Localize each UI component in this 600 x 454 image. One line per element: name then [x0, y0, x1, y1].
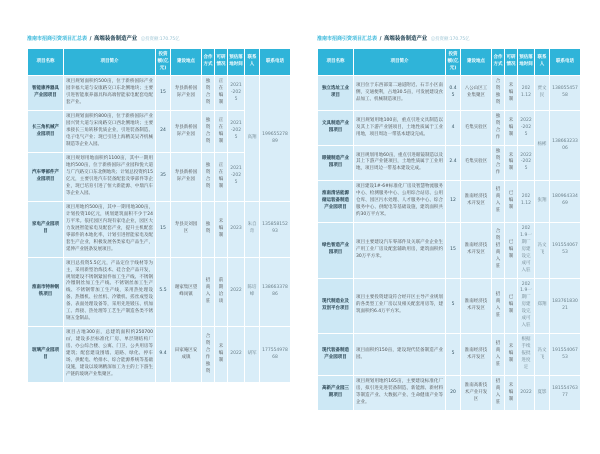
contact-person: 冯文飞 — [535, 334, 550, 376]
page-right — [317, 36, 580, 411]
investment-amount: 15 — [446, 222, 461, 278]
construction-location: 寿县炎刘园区 — [171, 201, 202, 257]
landing-time: 2022-2025 — [518, 146, 535, 181]
project-name: 眼镜制造产业园项目 — [318, 146, 354, 181]
projects-table-left — [27, 48, 291, 383]
landing-time: 2021-2025 — [228, 76, 245, 111]
contact-person: 杨彬 — [535, 111, 550, 181]
column-header: 可研情况 — [505, 49, 518, 76]
construction-location: 寿县新桥国际产业园 — [171, 111, 202, 153]
column-header: 联系人 — [245, 49, 260, 76]
table-row — [28, 201, 291, 257]
page-header — [317, 36, 580, 43]
feasibility-status: 未编制 — [215, 327, 228, 383]
column-header: 项目简介 — [64, 49, 156, 76]
table-row — [318, 76, 581, 111]
contact-person: 张翔 — [535, 180, 550, 222]
column-header: 建设地点 — [171, 49, 202, 76]
contact-person: 贾文民 — [535, 76, 550, 111]
contact-person: 胡军 — [245, 327, 260, 383]
title-separator: / — [379, 36, 382, 42]
industry-title: 高端装备制造产业 — [384, 36, 428, 42]
contact-person: 郑翔 — [535, 278, 550, 334]
feasibility-status: 前期洽谈 — [215, 257, 228, 327]
projects-table-right — [317, 48, 581, 411]
landing-time: 2021.9一期厂房建设完成可入驻 — [518, 222, 535, 278]
column-header: 预估落地时间 — [228, 49, 245, 76]
column-header: 合作方式 — [202, 49, 215, 76]
table-header-row — [318, 49, 581, 76]
landing-time: 2021-2025 — [228, 152, 245, 201]
title-separator: / — [89, 36, 92, 42]
contact-phone: 13585815293 — [260, 201, 291, 257]
landing-time: 2021.12 — [518, 180, 535, 222]
contact-phone: 19155406753 — [550, 222, 581, 278]
total-investment: 总投资额:170.75亿 — [430, 37, 470, 42]
contact-person: 高翔 — [245, 76, 260, 202]
project-name: 现代制造业及双创平台项目 — [318, 278, 354, 334]
contact-phone: 19965527889 — [260, 76, 291, 202]
landing-time: 2021.9一期厂房建设完成可入驻 — [518, 278, 535, 334]
project-intro: 项目用地约500亩，其中一期用地300亩，计划投资10亿元，规划建筑面积不少于24万平米。依托园区内现有家电企业，园区大力发展智能家电及配套产业，提升主机配套零部件的本地化率，计划引进智能家电及配套生产企业，积极发展各类家电产品生产，延伸产业链条发展项目。 — [64, 201, 156, 257]
column-header: 可研情况 — [215, 49, 228, 76]
cooperation-mode: 独资合作 — [492, 146, 505, 181]
investment-amount: 12 — [446, 180, 461, 222]
contact-phone: 13866323306 — [550, 111, 581, 181]
cooperation-mode: 招商入驻 — [492, 180, 505, 222]
table-row — [28, 257, 291, 327]
construction-location: 毛集实验区 — [461, 146, 492, 181]
cooperation-mode: 招商入驻 — [202, 257, 215, 327]
project-intro: 项目面积约150亩，建设现代装备制造产业园。 — [354, 334, 446, 376]
contact-phone: 19155406753 — [550, 334, 581, 376]
column-header: 合作方式 — [492, 49, 505, 76]
investment-amount: 2.4 — [446, 146, 461, 181]
landing-time: 2022 — [228, 257, 245, 327]
construction-location: 田家庵区安成镇 — [171, 327, 202, 383]
table-row — [318, 111, 581, 146]
landing-time: 2022 — [518, 376, 535, 411]
document-title: 淮南市招商引资项目汇总表 — [317, 36, 378, 42]
investment-amount: 20 — [446, 376, 461, 411]
project-intro: 项目规划用地60亩，重点引进眼镜制造以及其上下游产业链项目，土地性质属于工业用地，项目周边一带基本建设完成。 — [354, 146, 446, 181]
contact-phone: 13805545758 — [550, 76, 581, 111]
project-intro: 项目建设1#-6#标准化厂房及智慧物流服务中心、检测服务中心、公用综合站房、公用仓库、园区污水处理、人才服务中心、综合服务中心、供配电等基础设施，建筑面积共约30万平方米。 — [354, 180, 446, 222]
contact-person: 夏影 — [535, 376, 550, 411]
feasibility-status: 正在编制 — [215, 76, 228, 111]
project-name: 汽车零部件产业园项目 — [28, 152, 64, 201]
feasibility-status: 未编制 — [505, 76, 518, 111]
landing-time: 2022-2025 — [518, 111, 535, 146]
investment-amount: 5 — [446, 334, 461, 376]
column-header: 预估落地时间 — [518, 49, 535, 76]
feasibility-status: 正在编制 — [215, 152, 228, 201]
feasibility-status: 未编制 — [505, 376, 518, 411]
table-row — [318, 334, 581, 376]
construction-location: 淮南经济技术开发区 — [461, 222, 492, 278]
investment-amount: 4 — [446, 111, 461, 146]
project-intro: 项目位于东西部第二通道附近、石丰小区南侧，交通便利，占地30.5亩，可发展建设食品加工、机械制造项目。 — [354, 76, 446, 111]
column-header: 联系电话 — [260, 49, 291, 76]
project-name: 长三角机械产业园项目 — [28, 111, 64, 153]
project-name: 文具制造产业园项目 — [318, 111, 354, 146]
project-intro: 项目总投资5.5亿元，产品定位于线材等为主，采用新型冶炼技术、硅合金产品开发，规划建设不锈钢紧固件加工生产线、不锈钢冷镦钢丝加工生产线、不锈钢丝加工生产线、不锈钢带加工生产线，采用热处理设备、热镦机、拉丝机、冷镦机、搓丝成型设备、表面处理设备等，采用先进锻压、机加工、焊接、热处理等工艺生产制造各类不锈钢五金制品。 — [64, 257, 156, 327]
column-header: 项目名称 — [318, 49, 354, 76]
table-row — [318, 278, 581, 334]
project-intro: 项目规划面积约500亩，位于新桥国际产业园幸福大道与安康路交口东北侧地块；主要引进智能康养器具和高端智能家电配套电配套产业。 — [64, 76, 156, 111]
industry-title: 高端装备制造产业 — [94, 36, 138, 42]
cooperation-mode: 招商入驻 — [492, 376, 505, 411]
investment-amount: 5 — [446, 278, 461, 334]
page-left — [27, 36, 290, 383]
investment-amount: 0.45 — [446, 76, 461, 111]
cooperation-mode: 合资合作独资 — [202, 327, 215, 383]
construction-location: 淮南经济技术开发区 — [461, 334, 492, 376]
feasibility-status: 未编制 — [505, 334, 518, 376]
cooperation-mode: 招商入驻 — [492, 334, 505, 376]
construction-location: 谢家集区望峰岗镇 — [171, 257, 202, 327]
contact-phone: 18096433469 — [550, 180, 581, 222]
document-title: 淮南市招商引资项目汇总表 — [27, 36, 88, 42]
cooperation-mode: 独资 — [202, 201, 215, 257]
project-name: 独立选址工业项目 — [318, 76, 354, 111]
table-row — [318, 180, 581, 222]
cooperation-mode: 合资招商入驻 — [492, 222, 505, 278]
investment-amount: 15 — [156, 201, 171, 257]
feasibility-status: 正在编制 — [215, 111, 228, 153]
contact-person: 陈培峰 — [245, 257, 260, 327]
page-header — [27, 36, 290, 43]
table-row — [28, 76, 291, 111]
column-header: 项目名称 — [28, 49, 64, 76]
investment-amount: 35 — [156, 152, 171, 201]
contact-phone: 17755497868 — [260, 327, 291, 383]
table-header-row — [28, 49, 291, 76]
investment-amount: 15 — [156, 76, 171, 111]
project-intro: 项目主要建设汽车零部件及关联产业企业生产用工业厂房及配套辅助用房，建筑面积约30万平方米。 — [354, 222, 446, 278]
contact-person: 朱自奇 — [245, 201, 260, 257]
construction-location: 毛集实验区 — [461, 111, 492, 146]
feasibility-status: 未编制 — [505, 111, 518, 146]
construction-location: 寿县新桥国际产业园 — [171, 152, 202, 201]
project-name: 绿色智造产业园项目 — [318, 222, 354, 278]
cooperation-mode: 招商入驻 — [492, 278, 505, 334]
construction-location: 八公山区工业集聚区 — [461, 76, 492, 111]
investment-amount: 24 — [156, 111, 171, 153]
investment-amount: 5.5 — [156, 257, 171, 327]
table-row — [318, 222, 581, 278]
cooperation-mode: 独资合资 — [202, 76, 215, 111]
landing-time: 根据手续报批进度定 — [518, 334, 535, 376]
cooperation-mode: 独资合资 — [202, 152, 215, 201]
total-investment: 总投资额:170.75亿 — [140, 37, 180, 42]
landing-time: 2023 — [228, 201, 245, 257]
column-header: 项目简介 — [354, 49, 446, 76]
project-name: 现代装备制造产业园项目 — [318, 334, 354, 376]
cooperation-mode: 独资合作 — [492, 111, 505, 146]
contact-phone: 18376183021 — [550, 278, 581, 334]
table-row — [28, 327, 291, 383]
cooperation-mode: 合资独资 — [492, 76, 505, 111]
investment-amount: 9.4 — [156, 327, 171, 383]
project-name: 淮南市特种钢铁项目 — [28, 257, 64, 327]
project-intro: 项目占地300亩，总建筑面积约250700㎡，建设多层标准化厂房、单层钢结构厂房、办公综合楼、公寓、门卫、公共用房等建筑；配套建设围墙、道路、绿化、停车场、供配电、给排水、综合能源系统等基础设施，建设以玻璃精深加工为主的上下游生产链的玻璃产业集聚区。 — [64, 327, 156, 383]
project-name: 淮南清洁能源储运装备制造产业园项目 — [318, 180, 354, 222]
project-intro: 项目规划用地100亩，重点引进文具制造以及其上下游产业链项目，土地性质属于工业用地，项目周边一带基本建设完成。 — [354, 111, 446, 146]
contact-phone: 18155476377 — [550, 376, 581, 411]
column-header: 投资额(亿元) — [446, 49, 461, 76]
feasibility-status: 未编制 — [215, 201, 228, 257]
construction-location: 淮南高新技术产业开发区 — [461, 376, 492, 411]
construction-location: 寿县新桥国际产业园 — [171, 76, 202, 111]
project-name: 高新产业园三期项目 — [318, 376, 354, 411]
column-header: 联系人 — [535, 49, 550, 76]
landing-time: 2021.12 — [518, 76, 535, 111]
project-name: 智能康养器具产业园项目 — [28, 76, 64, 111]
landing-time: 2022 — [228, 327, 245, 383]
table-row — [318, 376, 581, 411]
cooperation-mode: 独资合资 — [202, 111, 215, 153]
feasibility-status: 已编制 — [505, 222, 518, 278]
column-header: 投资额(亿元) — [156, 49, 171, 76]
project-name: 家电产业园项目 — [28, 201, 64, 257]
project-intro: 项目规划用地约165亩，主要建设标准化厂房，拟引进先进装备制造、新能源、新材料等制造产业、大数据产业、生命健康产业等企业。 — [354, 376, 446, 411]
construction-location: 淮南经济技术开发区 — [461, 278, 492, 334]
feasibility-status: 未编制 — [505, 146, 518, 181]
column-header: 建设地点 — [461, 49, 492, 76]
column-header: 联系电话 — [550, 49, 581, 76]
contact-person: 冯文飞 — [535, 222, 550, 278]
project-intro: 项目主要投资建设符合经开区主导产业规划的各类型工业厂房以及相关配套用房等，建筑面积约6.4万平方米。 — [354, 278, 446, 334]
contact-phone: 13866337886 — [260, 257, 291, 327]
construction-location: 淮南经济技术开发区 — [461, 180, 492, 222]
landing-time: 2021-2025 — [228, 111, 245, 153]
project-intro: 项目规划面积约800亩，位于新桥国际产业园兴贤大道与宋岗路交口西北侧地块；主要承接长三角转移优质企业，引进装备制造、电子电气产业；现已引进上海精美吴齐机械制造等企业入园。 — [64, 111, 156, 153]
project-intro: 项目规划用地面积约1100亩，其中一期用地约500亩，位于新桥国际产业园和悦大道与广汽路交口东北侧地块；计划总投资约15亿元，主要引进汽车装备配套及零部件等企业，现已培育引进了恒大新能源、中鼎汽车等企业入园。 — [64, 152, 156, 201]
project-name: 玻璃产业园项目 — [28, 327, 64, 383]
feasibility-status: 已编制 — [505, 180, 518, 222]
feasibility-status: 已编制 — [505, 278, 518, 334]
